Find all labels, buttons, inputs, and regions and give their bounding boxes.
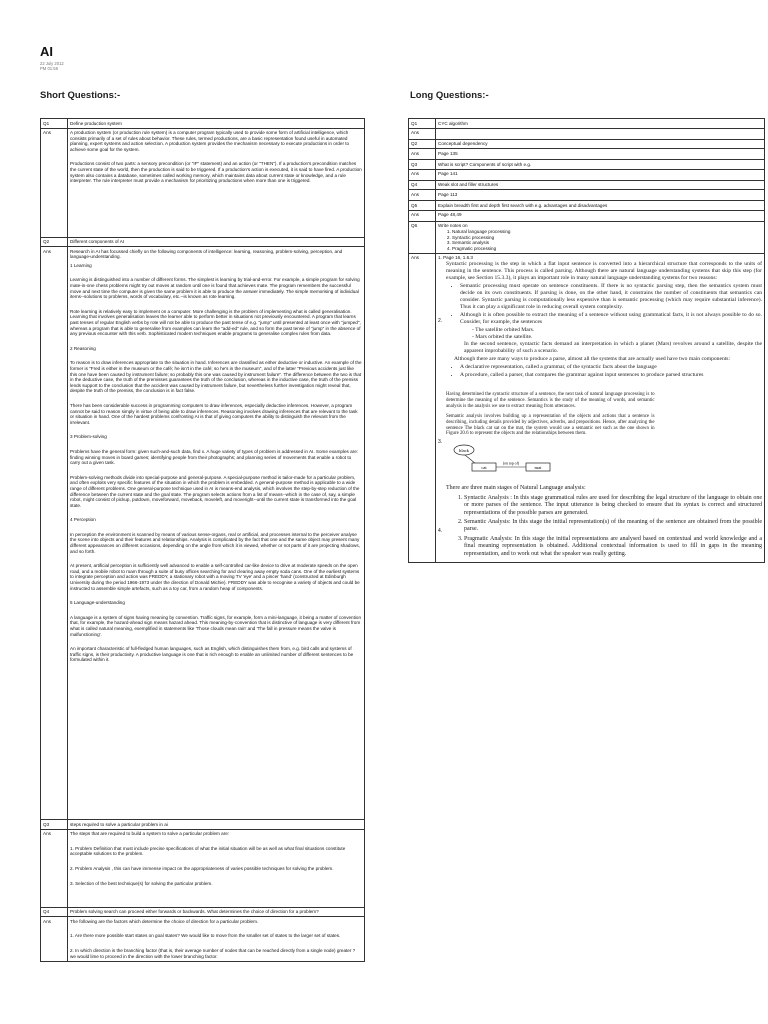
question-label: Q1	[409, 119, 436, 129]
question-text: Conceptual dependency	[436, 139, 765, 149]
scan-syntactic	[438, 261, 762, 380]
scan-pragmatic	[438, 481, 762, 560]
semantic-edge	[465, 455, 476, 464]
answer-paragraph: Problems have the general form: given such-and-such data, find x. A huge variety of types of problem is addressed in AI. Some examples are: finding winning moves in board games; identifying people from their photographs; and planning series of movements that enable a robot to carry out a given task.	[70, 448, 359, 466]
list-item: 3. Semantic analysis	[452, 240, 762, 246]
question-text: steps required to solve a particular problem in ai	[68, 820, 365, 830]
semantic-node-label: mat	[534, 465, 542, 471]
answer-paragraph: At present, artificial perception is sufficiently well advanced to enable a self-controlled car-like device to drive at moderate speeds on the open road, and a mobile robot to roam through a suite of busy offices searching for and clearing away empty soda cans. One of the earliest systems to integrate perception and action was FREDDY, a stationary robot with a moving TV 'eye' and a pincer 'hand' (constructed at Edinburgh University during the period 1966-1973 under the direction of Donald Michie). FREDDY was able to recognise a variety of objects and could be instructed to assemble simple artefacts, such as a toy car, from a random heap of components.	[70, 563, 360, 591]
scan-number: 3.	[438, 439, 443, 446]
answer-paragraph: A production system (or production rule system) is a computer program typically used to provide some form of artificial intelligence, which consists primarily of a set of rules about behavior. These rules, termed productions, are a basic representation found useful in automated planning, expert systems and action selection. A production system provides the mechanism necessary to execute productions in order to achieve some goal for the system.	[70, 130, 350, 152]
list-item: 2. Syntactic processing	[452, 235, 762, 241]
scan-paragraph: Although there are many ways to produce a parse, almost all the systems that are actually used have two main components:	[454, 356, 731, 363]
question-label: Q2	[41, 237, 68, 247]
answer-paragraph: In perception the environment is scanned by means of various sense-organs, real or artificial, and processes internal to the perceiver analyse the scene into objects and their features and relationships. Analysis is complicated by the fact that one and the same object may present many different appearances on different occasions, depending on the angle from which it is viewed, whether or not parts of it are projecting shadows, and so forth.	[70, 531, 360, 554]
answer-paragraph: 2. In which direction is the branching factor (that is, their average number of nodes that can be reached directly from a single node) greater ? we would lime to proceed in the direction with the lower branching factor.	[70, 948, 356, 959]
answer-label: Ans	[409, 128, 436, 139]
table-row	[409, 201, 765, 211]
table-row	[41, 237, 365, 247]
question-text: Define production system	[68, 119, 365, 129]
list-item: 4. Pragmatic processing	[452, 246, 762, 252]
list-item: 3. Pragmatic Analysis: In this stage the initial representations are analysed based on contextual and world knowledge and a final meaning representation is obtained. Additional contextual information is used to fill in gaps in the meaning representation, and to work out what the speaker was really getting.	[464, 536, 762, 558]
answer-paragraph: Problem-solving methods divide into special-purpose and general-purpose. A special-purpose method is tailor-made for a particular problem, and often exploits very specific features of the situation in which the problem is embedded. A general-purpose method is applicable to a wide range of different problems. One general-purpose technique used in AI is means-end analysis, which involves the step-by-step reduction of the difference between the current state and the goal state. The program selects actions from a list of means--which in the case of, say, a simple robot, might consist of pickup, putdown, moveforward, moveback, moveleft, and moveright--until the current state is transformed into the goal state.	[70, 474, 360, 508]
scan-stage-list	[446, 495, 762, 558]
answer-paragraph: The steps that are required to build a system to solve a particular problem are:	[70, 831, 230, 837]
question-intro: Write notes on	[438, 223, 468, 229]
semantic-node-label: cat	[481, 465, 487, 471]
scan-example: - The satellite orbited Mars.	[472, 327, 535, 334]
table-row	[409, 253, 765, 562]
question-label: Q2	[409, 139, 436, 149]
list-item: 1. Natural language processing	[452, 229, 762, 235]
table-row	[409, 128, 765, 139]
answer-text	[436, 128, 765, 139]
list-item: 1. Syntactic Analysis : In this stage grammatical rules are used for describing the legal structure of the language to obtain one or more parses of the sentence. The input utterance is being checked to ensure that its syntax is correct and structured representations of the possible parses are generated.	[464, 495, 762, 517]
answer-paragraph: To reason is to draw inferences appropriate to the situation in hand. Inferences are classified as either deductive or inductive. An example of the former is "Fred is either in the museum or the café; he isn't in the café; so he's in the museum", and of the latter "Previous accidents just like this one have been caused by instrument failure; so probably this one was caused by instrument failure". The difference between the two is that in the deductive case, the truth of the premisses guarantees the truth of the conclusion, whereas in the inductive case, the truth of the premiss lends support to the conclusion that the accident was caused by instrument failure, but nevertheless further investigation might reveal that, despite the truth of the premiss, the conclusion is in fact false.	[70, 360, 362, 394]
section-title: 5 Language-understanding	[70, 600, 125, 606]
answer-paragraph: A language is a system of signs having meaning by convention. Traffic signs, for example, form a mini-language, it being a matter of convention that, for example, the hazard-ahead sign means hazard ahead. This meaning-by-convention that is distinctive of language is very different from what is called natural meaning, exemplified in statements like 'Those clouds mean rain' and 'The fall in pressure means the valve is malfunctioning'.	[70, 614, 362, 637]
question-text: Different components of AI	[68, 237, 365, 247]
list-item: • Semantic processing must operate on sentence constituents. If there is no syntactic parsing step, then the semantics system must decide on its own constituents. If parsing is done, on the other hand, it constrains the number of constituents that semantics can consider. Syntactic parsing is computationally less expensive than is semantic processing (which may require substantial inference). Thus it can play a significant role in reducing overall system complexity.	[460, 283, 762, 311]
scan-paragraph: Semantic analysis involves building up a representation of the objects and actions that a sentence is describing, including details provided by adjectives, adverbs, and prepositions. Hence, after analyzing the sentence The black cat sat on the mat, the system would use a semantic net such as the one shown in Figure 20.6 to represent the objects and the relationships between them.	[446, 413, 655, 437]
scan-paragraph: There are three main stages of Natural Language analysis:	[446, 485, 586, 492]
page-date: 22 July 2012	[40, 61, 64, 66]
answer-paragraph: Learning is distinguished into a number of different forms. The simplest is learning by trial-and-error. For example, a simple program for solving mate-in-one chess problems might try out moves at random until one is found that achieves mate. The program remembers the successful move and next time the computer is given the same problem it is able to produce the answer immediately. The simple memorising of individual items--solutions to problems, words of vocabulary, etc.--is known as rote learning.	[70, 277, 360, 300]
scan-excerpt	[446, 261, 762, 380]
scan-bullets	[446, 283, 762, 326]
table-row	[409, 139, 765, 149]
scan-example: - Mars orbited the satellite.	[472, 334, 533, 341]
question-label: Q4	[41, 907, 68, 917]
table-row	[41, 829, 365, 907]
answer-text	[68, 917, 365, 961]
section-title: 1 Learning	[70, 262, 92, 268]
semantic-edge-label: (on top of)	[502, 461, 520, 466]
scan-paragraph: Syntactic processing is the step in which a flat input sentence is converted into a hierarchical structure that corresponds to the units of meaning in the sentence. This process is called parsing. Although there are natural language understanding systems that skip this step (for example, see Section 15.3.3), it plays an important role in many natural language understanding systems for two reasons:	[446, 261, 762, 282]
answer-text	[68, 247, 365, 820]
section-title: 3 Problem-solving	[70, 434, 107, 440]
scan-bullets	[446, 364, 762, 379]
table-row	[409, 119, 765, 129]
answer-text: Page 135	[436, 149, 765, 160]
answer-label: Ans	[409, 169, 436, 180]
answer-label: Ans	[41, 128, 68, 237]
table-row	[409, 180, 765, 190]
scan-number: 2.	[438, 318, 443, 325]
answer-label: Ans	[409, 149, 436, 160]
long-questions-table	[408, 118, 765, 563]
table-row	[41, 119, 365, 129]
section-title: 4 Perception	[70, 517, 96, 523]
answer-paragraph: Rote learning is relatively easy to implement on a computer. More challenging is the problem of implementing what is called generalisation. Learning that involves generalisation leaves the learner able to perform better in situations not previously encountered. A program that learns past tenses of regular English verbs by rote will not be able to produce the past tense of e.g. "jump" until presented at least once with "jumped", whereas a program that is able to generalise from examples can learn the "add-ed" rule, and so form the past tense of "jump" in the absence of any previous encounter with this verb. Sophisticated modern techniques enable programs to generalise complex rules from data.	[70, 308, 361, 337]
answer-text: Page 113	[436, 190, 765, 201]
answer-label: Ans	[41, 247, 68, 820]
answer-paragraph: 3. Selection of the best technique(s) for solving the particular problem.	[70, 880, 213, 886]
answer-text	[436, 253, 765, 562]
question-text	[436, 221, 765, 253]
answer-paragraph: An important characteristic of full-fledged human languages, such as English, which distinguishes them from, e.g. bird calls and systems of traffic signs, is their productivity. A productive language is one that is rich enough to enable an unlimited number of different sentences to be formulated within it.	[70, 646, 354, 663]
question-label: Q4	[409, 180, 436, 190]
answer-paragraph: 1. Are there more possible start states on goal states? We would like to move from the smaller set of states to the larger set of states.	[70, 933, 341, 939]
answer-text	[68, 829, 365, 907]
question-text: CYC algorithm	[436, 119, 765, 129]
short-questions-heading: Short Questions:-	[40, 90, 121, 101]
table-row	[41, 917, 365, 961]
semantic-net-diagram	[452, 443, 572, 475]
table-row	[409, 160, 765, 170]
table-row	[409, 149, 765, 160]
question-label: Q6	[409, 221, 436, 253]
table-row	[409, 190, 765, 201]
short-questions-table	[40, 118, 365, 962]
question-text: Explain breadth first and depth first search with e.g. advantages and disadvantages	[436, 201, 765, 211]
answer-paragraph: 1. Problem Definition that must include precise specifications of what the initial situation will be as well as what final situations constitute acceptable solutions to the problem.	[70, 845, 346, 857]
question-text: Problem solving search can proceed either forwards or backwards. What determines the choice of direction for a problem?	[68, 907, 365, 917]
question-label: Q5	[409, 201, 436, 211]
table-row	[409, 169, 765, 180]
answer-label: Ans	[41, 829, 68, 907]
question-label: Q1	[41, 119, 68, 129]
table-row	[41, 247, 365, 820]
list-item: • A procedure, called a parser, that compares the grammar against input sentences to produce parsed structures	[460, 372, 762, 379]
scan-excerpt	[446, 392, 762, 481]
list-item: 2. Semantic Analysis: In this stage the initial representation(s) of the meaning of the sentence are obtained from the possible parse.	[464, 519, 762, 534]
table-row	[41, 907, 365, 917]
page-time: PM 01:58	[40, 66, 58, 71]
scan-number: 4.	[438, 528, 443, 535]
topic-list	[438, 229, 762, 251]
list-item: • Although it is often possible to extract the meaning of a sentence without using grammatical facts, it is not always possible to do so. Consider, for example, the sentences	[460, 312, 762, 326]
scan-paragraph: In the second sentence, syntactic facts demand an interpretation in which a planet (Mars) revolves around a satellite, despite the apparent improbability of such a scenario.	[464, 341, 762, 355]
answer-label: Ans	[409, 190, 436, 201]
answer-reference: 1. Page 16, 1.6.3	[438, 255, 473, 261]
answer-paragraph: There has been considerable success in programming computers to draw inferences, especially deductive inferences. However, a program cannot be said to reason simply in virtue of being able to draw inferences. Reasoning involves drawing inferences that are relevant to the task or situation in hand. One of the hardest problems confronting AI is that of giving computers the ability to distinguish the relevant from the irrelevant.	[70, 402, 358, 425]
answer-paragraph: Productions consist of two parts: a sensory precondition (or "IF" statement) and an action (or "THEN"). If a production's precondition matches the current state of the world, then the production is said to be triggered. If a production's action is executed, it is said to have fired. A production system also contains a database, sometimes called working memory, which maintains data about current state or knowledge, and a rule interpreter. The rule interpreter must provide a mechanism for prioritizing productions when more than one is triggered.	[70, 161, 362, 184]
answer-text	[68, 128, 365, 237]
page-title: AI	[40, 44, 53, 59]
scan-semantic	[438, 380, 762, 481]
answer-paragraph: Research in AI has focussed chiefly on the following components of intelligence: learning, reasoning, problem-solving, perception, and language-understanding.	[70, 248, 343, 260]
long-questions-heading: Long Questions:-	[410, 90, 489, 101]
answer-label: Ans	[409, 210, 436, 221]
answer-label: Ans	[41, 917, 68, 961]
section-title: 2 Reasoning	[70, 345, 96, 351]
question-text: What is script? Components of script with e.g.	[436, 160, 765, 170]
page-meta	[40, 61, 64, 71]
answer-text: Page 48,49	[436, 210, 765, 221]
answer-paragraph: 2. Problem Analysis , this can have immense impact on the appropriateness of varies possible techniques for solving the problem.	[70, 866, 334, 872]
question-label: Q3	[41, 820, 68, 830]
table-row	[41, 820, 365, 830]
scan-paragraph: Having determined the syntactic structure of a sentence, the next task of natural language processing is to determine the meaning of the sentence. Semantics is the study of the meaning of words, and semantic analysis is the analysis we use to extract meaning from utterances.	[446, 392, 655, 409]
answer-text: Page 141	[436, 169, 765, 180]
answer-paragraph: The following are the factors which determine the choice of direction for a particular problem.	[70, 918, 259, 924]
table-row	[41, 128, 365, 237]
table-row	[409, 221, 765, 253]
question-label: Q3	[409, 160, 436, 170]
list-item: • A declarative representation, called a grammar, of the syntactic facts about the language	[460, 364, 762, 371]
table-row	[409, 210, 765, 221]
scan-excerpt	[446, 485, 762, 560]
question-text: Weak slot and filler structures	[436, 180, 765, 190]
semantic-node-label: black	[459, 448, 469, 454]
answer-label: Ans	[409, 253, 436, 562]
